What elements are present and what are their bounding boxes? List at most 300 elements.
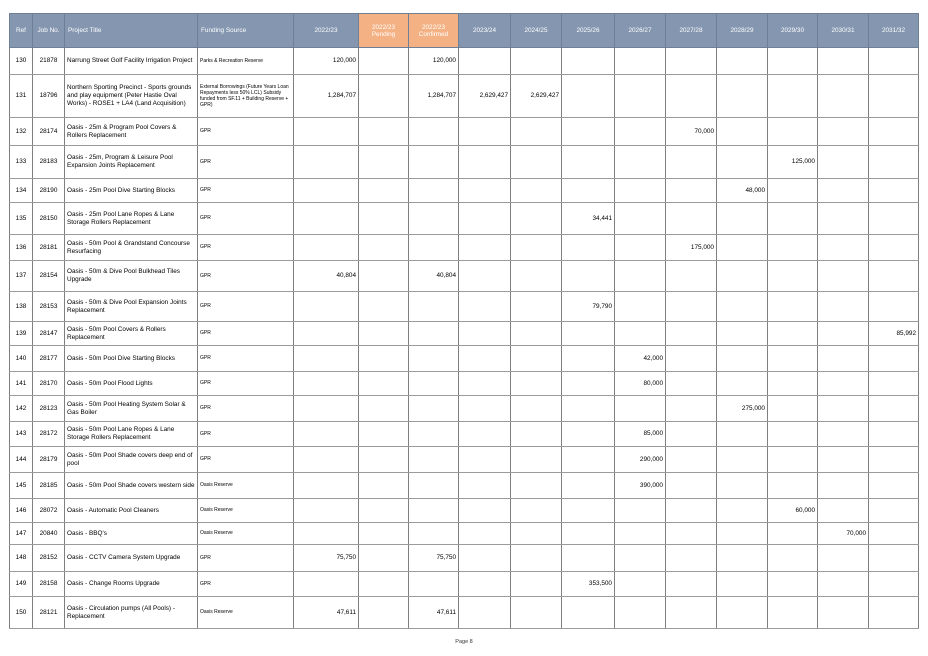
value-2028-29-cell: [717, 422, 768, 447]
value-2031-32-cell: [869, 48, 919, 75]
value-2031-32-cell: [869, 545, 919, 572]
value-2025-26-cell: [562, 179, 615, 203]
value-2023-24-cell: [459, 322, 511, 346]
value-2024-25-cell: [511, 473, 562, 499]
value-2031-32-cell: [869, 203, 919, 235]
value-2030-31-cell: [818, 179, 869, 203]
value-2029-30-cell: [768, 572, 818, 597]
value-2030-31-cell: [818, 447, 869, 473]
value-2029-30-cell: [768, 48, 818, 75]
value-2026-27-cell: [615, 322, 666, 346]
project-title-cell: Oasis - 50m Pool Shade covers western side: [65, 473, 198, 499]
table-row: [10, 146, 919, 179]
value-2025-26-cell: 353,500: [562, 572, 615, 597]
value-2026-27-cell: [615, 235, 666, 261]
value-2023-24-cell: [459, 545, 511, 572]
job-no-cell: 28147: [33, 322, 65, 346]
value-2023-24-cell: 2,629,427: [459, 75, 511, 118]
value-2027-28-cell: [666, 146, 717, 179]
value-2029-30-cell: [768, 322, 818, 346]
value-2026-27-cell: [615, 118, 666, 146]
value-2028-29-cell: [717, 545, 768, 572]
ref-cell: 137: [10, 261, 33, 292]
value-2022-23-cell: [294, 118, 359, 146]
funding-source-cell: GPR: [198, 179, 294, 203]
table-row: [10, 235, 919, 261]
value-2026-27-cell: [615, 499, 666, 523]
value-2025-26-cell: [562, 75, 615, 118]
header-funding-source: Funding Source: [198, 14, 294, 48]
value-2023-24-cell: [459, 48, 511, 75]
value-2022-23-cell: [294, 447, 359, 473]
value-2028-29-cell: [717, 372, 768, 396]
funding-source-cell: GPR: [198, 422, 294, 447]
job-no-cell: 28153: [33, 292, 65, 322]
header-2022-23: 2022/23: [294, 14, 359, 48]
job-no-cell: 28150: [33, 203, 65, 235]
value-2030-31-cell: 70,000: [818, 523, 869, 545]
value-2024-25-cell: [511, 118, 562, 146]
value-2025-26-cell: [562, 396, 615, 422]
value-confirmed-cell: [409, 322, 459, 346]
ref-cell: 142: [10, 396, 33, 422]
value-2026-27-cell: [615, 292, 666, 322]
value-2024-25-cell: [511, 179, 562, 203]
funding-source-cell: External Borrowings (Future Years Loan Repayments less 50% LCL) Subsidy funded from SF.11 + Building Reserve + GPR): [198, 75, 294, 118]
value-2030-31-cell: [818, 261, 869, 292]
project-title-cell: Oasis - 50m Pool Flood Lights: [65, 372, 198, 396]
header-job-no: Job No.: [33, 14, 65, 48]
value-2024-25-cell: [511, 372, 562, 396]
value-2030-31-cell: [818, 75, 869, 118]
table-row: [10, 473, 919, 499]
value-2026-27-cell: 290,000: [615, 447, 666, 473]
value-pending-cell: [359, 48, 409, 75]
funding-source-cell: Oasis Reserve: [198, 499, 294, 523]
value-2031-32-cell: [869, 447, 919, 473]
value-confirmed-cell: [409, 372, 459, 396]
project-title-cell: Oasis - 50m Pool Covers & Rollers Replacement: [65, 322, 198, 346]
value-2026-27-cell: [615, 75, 666, 118]
value-2027-28-cell: [666, 545, 717, 572]
value-2027-28-cell: [666, 346, 717, 372]
funding-source-cell: GPR: [198, 346, 294, 372]
value-2029-30-cell: [768, 75, 818, 118]
value-2026-27-cell: [615, 261, 666, 292]
value-2030-31-cell: [818, 545, 869, 572]
job-no-cell: 28170: [33, 372, 65, 396]
job-no-cell: 28072: [33, 499, 65, 523]
header-2029-30: 2029/30: [768, 14, 818, 48]
value-2029-30-cell: [768, 203, 818, 235]
value-2027-28-cell: [666, 597, 717, 629]
value-2028-29-cell: [717, 597, 768, 629]
ref-cell: 141: [10, 372, 33, 396]
funding-source-cell: Oasis Reserve: [198, 523, 294, 545]
funding-source-cell: Parks & Recreation Reserve: [198, 48, 294, 75]
value-2030-31-cell: [818, 235, 869, 261]
project-title-cell: Oasis - BBQ's: [65, 523, 198, 545]
value-2031-32-cell: [869, 146, 919, 179]
value-2031-32-cell: [869, 118, 919, 146]
header-2027-28: 2027/28: [666, 14, 717, 48]
ref-cell: 132: [10, 118, 33, 146]
ref-cell: 148: [10, 545, 33, 572]
value-2022-23-cell: 1,284,707: [294, 75, 359, 118]
table-row: [10, 597, 919, 629]
table-row: [10, 422, 919, 447]
value-2027-28-cell: [666, 322, 717, 346]
funding-source-cell: GPR: [198, 545, 294, 572]
project-title-cell: Northern Sporting Precinct - Sports grounds and play equipment (Peter Hastie Oval Works) - ROSE1 + LA4 (Land Acquisition): [65, 75, 198, 118]
table-row: [10, 523, 919, 545]
value-2027-28-cell: [666, 292, 717, 322]
value-2029-30-cell: [768, 372, 818, 396]
value-confirmed-cell: [409, 292, 459, 322]
value-2031-32-cell: [869, 473, 919, 499]
value-2027-28-cell: [666, 447, 717, 473]
table-row: [10, 118, 919, 146]
value-pending-cell: [359, 447, 409, 473]
job-no-cell: 28177: [33, 346, 65, 372]
header-project-title: Project Title: [65, 14, 198, 48]
value-pending-cell: [359, 396, 409, 422]
funding-source-cell: GPR: [198, 203, 294, 235]
funding-source-cell: GPR: [198, 146, 294, 179]
value-2022-23-cell: [294, 372, 359, 396]
value-2022-23-cell: [294, 523, 359, 545]
value-2029-30-cell: [768, 346, 818, 372]
value-2025-26-cell: [562, 346, 615, 372]
value-pending-cell: [359, 322, 409, 346]
table-body: [10, 48, 919, 629]
value-2026-27-cell: 390,000: [615, 473, 666, 499]
table-row: [10, 292, 919, 322]
value-2027-28-cell: [666, 396, 717, 422]
job-no-cell: 28190: [33, 179, 65, 203]
value-2024-25-cell: [511, 499, 562, 523]
value-2026-27-cell: [615, 203, 666, 235]
value-2023-24-cell: [459, 523, 511, 545]
table-row: [10, 203, 919, 235]
table-row: [10, 75, 919, 118]
value-2029-30-cell: [768, 179, 818, 203]
value-confirmed-cell: [409, 203, 459, 235]
value-2026-27-cell: 85,000: [615, 422, 666, 447]
value-2023-24-cell: [459, 118, 511, 146]
value-2024-25-cell: [511, 396, 562, 422]
value-2023-24-cell: [459, 235, 511, 261]
table-row: [10, 261, 919, 292]
project-title-cell: Oasis - CCTV Camera System Upgrade: [65, 545, 198, 572]
value-2031-32-cell: [869, 499, 919, 523]
header-2023-24: 2023/24: [459, 14, 511, 48]
value-2028-29-cell: [717, 447, 768, 473]
value-confirmed-cell: [409, 447, 459, 473]
funding-source-cell: GPR: [198, 322, 294, 346]
value-2024-25-cell: [511, 235, 562, 261]
ref-cell: 150: [10, 597, 33, 629]
value-2024-25-cell: [511, 48, 562, 75]
ref-cell: 133: [10, 146, 33, 179]
value-2030-31-cell: [818, 473, 869, 499]
header-2022-23-confirmed: 2022/23 Confirmed: [409, 14, 459, 48]
header-2024-25: 2024/25: [511, 14, 562, 48]
ref-cell: 138: [10, 292, 33, 322]
value-2030-31-cell: [818, 422, 869, 447]
value-pending-cell: [359, 203, 409, 235]
value-2028-29-cell: [717, 572, 768, 597]
job-no-cell: 28172: [33, 422, 65, 447]
value-confirmed-cell: [409, 473, 459, 499]
table-row: [10, 179, 919, 203]
project-title-cell: Oasis - Automatic Pool Cleaners: [65, 499, 198, 523]
value-2030-31-cell: [818, 203, 869, 235]
project-title-cell: Oasis - 25m & Program Pool Covers & Rollers Replacement: [65, 118, 198, 146]
value-confirmed-cell: [409, 179, 459, 203]
value-2030-31-cell: [818, 396, 869, 422]
value-2029-30-cell: [768, 292, 818, 322]
value-2024-25-cell: [511, 203, 562, 235]
ref-cell: 149: [10, 572, 33, 597]
job-no-cell: 28185: [33, 473, 65, 499]
job-no-cell: 28158: [33, 572, 65, 597]
value-pending-cell: [359, 146, 409, 179]
value-confirmed-cell: 40,804: [409, 261, 459, 292]
value-2027-28-cell: [666, 179, 717, 203]
value-2024-25-cell: [511, 422, 562, 447]
value-2030-31-cell: [818, 346, 869, 372]
value-2031-32-cell: [869, 396, 919, 422]
value-2025-26-cell: 34,441: [562, 203, 615, 235]
project-title-cell: Oasis - 50m & Dive Pool Expansion Joints Replacement: [65, 292, 198, 322]
value-confirmed-cell: 1,284,707: [409, 75, 459, 118]
value-2024-25-cell: [511, 447, 562, 473]
value-2026-27-cell: 42,000: [615, 346, 666, 372]
value-2027-28-cell: [666, 523, 717, 545]
value-2027-28-cell: [666, 203, 717, 235]
value-confirmed-cell: [409, 346, 459, 372]
value-2029-30-cell: [768, 597, 818, 629]
value-confirmed-cell: [409, 499, 459, 523]
value-2027-28-cell: [666, 422, 717, 447]
header-2028-29: 2028/29: [717, 14, 768, 48]
ref-cell: 140: [10, 346, 33, 372]
value-2027-28-cell: [666, 499, 717, 523]
value-2022-23-cell: [294, 499, 359, 523]
value-2022-23-cell: [294, 146, 359, 179]
job-no-cell: 28154: [33, 261, 65, 292]
project-title-cell: Oasis - Circulation pumps (All Pools) - Replacement: [65, 597, 198, 629]
table-row: [10, 48, 919, 75]
funding-source-cell: Oasis Reserve: [198, 597, 294, 629]
value-confirmed-cell: 47,611: [409, 597, 459, 629]
value-2026-27-cell: [615, 597, 666, 629]
value-2022-23-cell: 75,750: [294, 545, 359, 572]
value-2028-29-cell: 48,000: [717, 179, 768, 203]
value-2028-29-cell: [717, 75, 768, 118]
header-2025-26: 2025/26: [562, 14, 615, 48]
value-pending-cell: [359, 292, 409, 322]
value-2031-32-cell: [869, 292, 919, 322]
value-pending-cell: [359, 597, 409, 629]
value-2029-30-cell: [768, 118, 818, 146]
value-confirmed-cell: [409, 396, 459, 422]
value-2023-24-cell: [459, 473, 511, 499]
value-2030-31-cell: [818, 499, 869, 523]
value-2025-26-cell: [562, 499, 615, 523]
value-2029-30-cell: [768, 447, 818, 473]
value-2023-24-cell: [459, 179, 511, 203]
project-title-cell: Oasis - 25m, Program & Leisure Pool Expansion Joints Replacement: [65, 146, 198, 179]
value-2030-31-cell: [818, 572, 869, 597]
value-2029-30-cell: [768, 523, 818, 545]
value-2025-26-cell: [562, 422, 615, 447]
header-2031-32: 2031/32: [869, 14, 919, 48]
value-2030-31-cell: [818, 118, 869, 146]
header-2030-31: 2030/31: [818, 14, 869, 48]
ref-cell: 145: [10, 473, 33, 499]
value-2027-28-cell: [666, 48, 717, 75]
value-confirmed-cell: 75,750: [409, 545, 459, 572]
value-2022-23-cell: 47,611: [294, 597, 359, 629]
project-title-cell: Oasis - 50m & Dive Pool Bulkhead Tiles Upgrade: [65, 261, 198, 292]
value-2024-25-cell: [511, 261, 562, 292]
value-2025-26-cell: [562, 473, 615, 499]
project-title-cell: Oasis - Change Rooms Upgrade: [65, 572, 198, 597]
value-2024-25-cell: [511, 572, 562, 597]
value-2024-25-cell: [511, 545, 562, 572]
ref-cell: 135: [10, 203, 33, 235]
value-2024-25-cell: [511, 523, 562, 545]
value-2023-24-cell: [459, 372, 511, 396]
value-2022-23-cell: [294, 422, 359, 447]
value-2025-26-cell: [562, 545, 615, 572]
value-2022-23-cell: [294, 572, 359, 597]
value-2025-26-cell: [562, 261, 615, 292]
value-2028-29-cell: [717, 146, 768, 179]
value-2022-23-cell: [294, 396, 359, 422]
ref-cell: 147: [10, 523, 33, 545]
job-no-cell: 28181: [33, 235, 65, 261]
value-2024-25-cell: [511, 597, 562, 629]
project-title-cell: Oasis - 50m Pool Heating System Solar & Gas Boiler: [65, 396, 198, 422]
value-2024-25-cell: [511, 146, 562, 179]
value-pending-cell: [359, 179, 409, 203]
value-2030-31-cell: [818, 597, 869, 629]
value-2025-26-cell: [562, 322, 615, 346]
value-confirmed-cell: [409, 422, 459, 447]
job-no-cell: 18796: [33, 75, 65, 118]
funding-source-cell: GPR: [198, 396, 294, 422]
value-2030-31-cell: [818, 292, 869, 322]
value-2023-24-cell: [459, 499, 511, 523]
value-2031-32-cell: [869, 597, 919, 629]
value-2022-23-cell: [294, 235, 359, 261]
value-2028-29-cell: [717, 261, 768, 292]
value-pending-cell: [359, 545, 409, 572]
funding-source-cell: GPR: [198, 372, 294, 396]
job-no-cell: 28152: [33, 545, 65, 572]
value-2028-29-cell: [717, 48, 768, 75]
value-2029-30-cell: [768, 422, 818, 447]
project-title-cell: Oasis - 50m Pool & Grandstand Concourse Resurfacing: [65, 235, 198, 261]
value-2028-29-cell: [717, 118, 768, 146]
value-2026-27-cell: [615, 48, 666, 75]
value-confirmed-cell: 120,000: [409, 48, 459, 75]
table-row: [10, 372, 919, 396]
value-2022-23-cell: [294, 346, 359, 372]
value-2023-24-cell: [459, 597, 511, 629]
value-2023-24-cell: [459, 572, 511, 597]
value-2027-28-cell: [666, 572, 717, 597]
value-2026-27-cell: [615, 179, 666, 203]
value-confirmed-cell: [409, 146, 459, 179]
value-2031-32-cell: [869, 261, 919, 292]
job-no-cell: 21878: [33, 48, 65, 75]
value-pending-cell: [359, 372, 409, 396]
value-2030-31-cell: [818, 48, 869, 75]
table-row: [10, 396, 919, 422]
value-2030-31-cell: [818, 322, 869, 346]
value-confirmed-cell: [409, 235, 459, 261]
funding-source-cell: Oasis Reserve: [198, 473, 294, 499]
value-2022-23-cell: 120,000: [294, 48, 359, 75]
value-2022-23-cell: [294, 473, 359, 499]
table-row: [10, 322, 919, 346]
funding-source-cell: GPR: [198, 447, 294, 473]
value-2025-26-cell: [562, 597, 615, 629]
ref-cell: 143: [10, 422, 33, 447]
value-2029-30-cell: 60,000: [768, 499, 818, 523]
value-2023-24-cell: [459, 146, 511, 179]
value-2027-28-cell: 175,000: [666, 235, 717, 261]
value-2028-29-cell: [717, 322, 768, 346]
job-no-cell: 28174: [33, 118, 65, 146]
funding-source-cell: GPR: [198, 261, 294, 292]
value-2025-26-cell: [562, 372, 615, 396]
value-2031-32-cell: 85,992: [869, 322, 919, 346]
value-2025-26-cell: [562, 235, 615, 261]
ref-cell: 136: [10, 235, 33, 261]
value-2031-32-cell: [869, 572, 919, 597]
funding-source-cell: GPR: [198, 572, 294, 597]
value-pending-cell: [359, 473, 409, 499]
funding-source-cell: GPR: [198, 118, 294, 146]
capital-works-table-container: [9, 13, 918, 629]
header-ref: Ref: [10, 14, 33, 48]
ref-cell: 130: [10, 48, 33, 75]
job-no-cell: 20840: [33, 523, 65, 545]
value-confirmed-cell: [409, 523, 459, 545]
value-2031-32-cell: [869, 75, 919, 118]
value-2026-27-cell: [615, 146, 666, 179]
value-2028-29-cell: [717, 346, 768, 372]
value-2022-23-cell: [294, 292, 359, 322]
value-2022-23-cell: 40,804: [294, 261, 359, 292]
job-no-cell: 28179: [33, 447, 65, 473]
value-2023-24-cell: [459, 261, 511, 292]
value-2031-32-cell: [869, 346, 919, 372]
ref-cell: 131: [10, 75, 33, 118]
value-2028-29-cell: [717, 499, 768, 523]
project-title-cell: Oasis - 50m Pool Lane Ropes & Lane Storage Rollers Replacement: [65, 422, 198, 447]
value-2029-30-cell: 125,000: [768, 146, 818, 179]
table-row: [10, 572, 919, 597]
job-no-cell: 28123: [33, 396, 65, 422]
value-2022-23-cell: [294, 203, 359, 235]
value-2023-24-cell: [459, 203, 511, 235]
